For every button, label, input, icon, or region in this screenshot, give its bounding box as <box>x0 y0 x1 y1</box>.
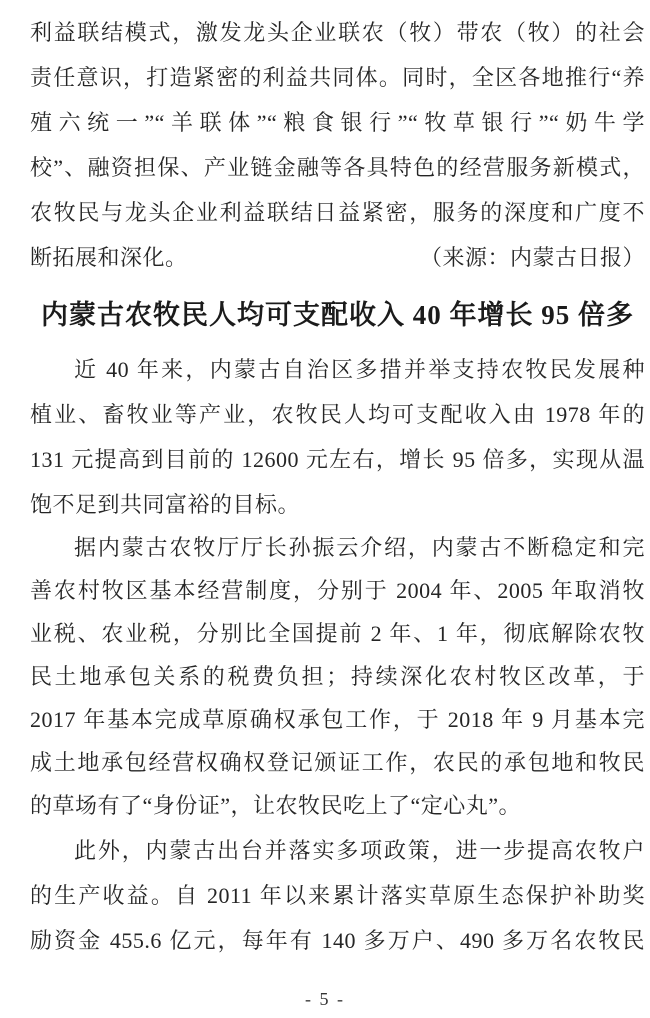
text-line: 成土地承包经营权确权登记颁证工作，农民的承包地和牧民 <box>30 750 645 775</box>
page-number: - 5 - <box>305 989 345 1009</box>
text-line: 利益联结模式，激发龙头企业联农（牧）带农（牧）的社会 <box>30 20 645 45</box>
text-line: 饱不足到共同富裕的目标。 <box>30 492 301 517</box>
text-line-with-source <box>30 235 645 280</box>
paragraph-income-growth <box>30 347 645 527</box>
text-line: 校”、融资担保、产业链金融等各具特色的经营服务新模式， <box>30 155 645 180</box>
text-line: 据内蒙古农牧厅厅长孙振云介绍，内蒙古不断稳定和完 <box>74 535 645 560</box>
text-line: 业税、农业税，分别比全国提前 2 年、1 年，彻底解除农牧 <box>30 621 645 646</box>
text-line: 近 40 年来，内蒙古自治区多措并举支持农牧民发展种 <box>74 357 645 382</box>
source-attribution: （来源：内蒙古日报） <box>419 245 645 270</box>
paragraph-rural-reform <box>30 526 645 827</box>
text-line: 责任意识，打造紧密的利益共同体。同时，全区各地推行“养 <box>30 65 645 90</box>
text-line: 的草场有了“身份证”，让农牧民吃上了“定心丸”。 <box>30 793 522 818</box>
article-headline: 内蒙古农牧民人均可支配收入 40 年增长 95 倍多 <box>41 300 634 330</box>
paragraph-benefit-linkage <box>30 10 645 280</box>
text-line: 2017 年基本完成草原确权承包工作，于 2018 年 9 月基本完 <box>30 707 645 732</box>
text-line: 善农村牧区基本经营制度，分别于 2004 年、2005 年取消牧 <box>30 578 645 603</box>
text-line: 殖六统一”“羊联体”“粮食银行”“牧草银行”“奶牛学 <box>30 110 645 135</box>
paragraph-end-text: 断拓展和深化。 <box>30 245 188 270</box>
text-line: 此外，内蒙古出台并落实多项政策，进一步提高农牧户 <box>74 838 645 863</box>
text-line: 植业、畜牧业等产业，农牧民人均可支配收入由 1978 年的 <box>30 402 645 427</box>
text-line: 民土地承包关系的税费负担；持续深化农村牧区改革，于 <box>30 664 645 689</box>
text-line: 的生产收益。自 2011 年以来累计落实草原生态保护补助奖 <box>30 883 645 908</box>
paragraph-subsidy-policy <box>30 828 645 963</box>
text-line: 励资金 455.6 亿元，每年有 140 多万户、490 多万名农牧民 <box>30 928 645 953</box>
text-line: 农牧民与龙头企业利益联结日益紧密，服务的深度和广度不 <box>30 200 645 225</box>
text-line: 131 元提高到目前的 12600 元左右，增长 95 倍多，实现从温 <box>30 447 645 472</box>
